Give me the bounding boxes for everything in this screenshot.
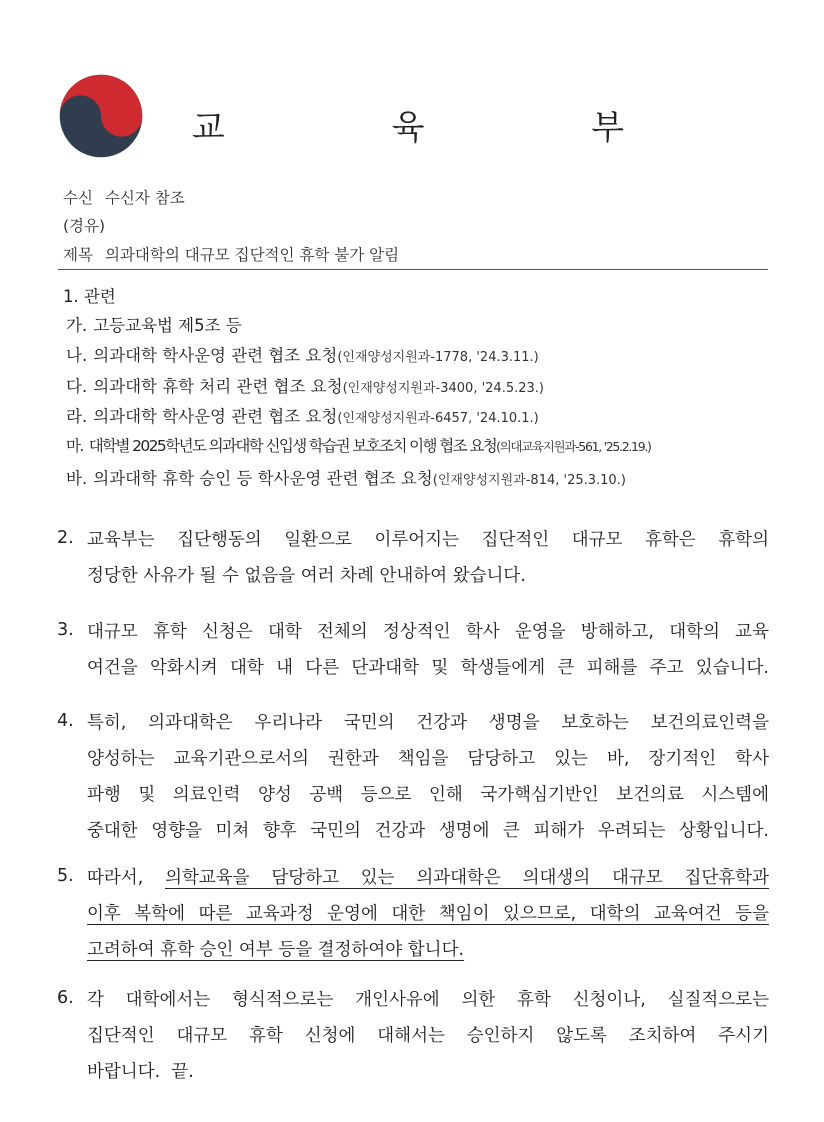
reference-mark: 다.	[66, 377, 88, 396]
reference-text: 의과대학 휴학 승인 등 학사운영 관련 협조 요청	[93, 469, 433, 488]
reference-mark: 가.	[66, 316, 88, 335]
paragraph-line: 특히, 의과대학은 우리나라 국민의 건강과 생명을 보호하는 보건의료인력을	[87, 712, 769, 733]
reference-note: (의대교육지원과-561, '25.2.19.)	[496, 439, 651, 454]
paragraph-line: 각 대학에서는 형식적으로는 개인사유에 의한 휴학 신청이나, 실질적으로는	[87, 989, 769, 1010]
paragraph-line: 교육부는 집단행동의 일환으로 이루어지는 집단적인 대규모 휴학은 휴학의	[87, 529, 769, 550]
paragraph-3	[57, 612, 769, 684]
paragraph-line: 대규모 휴학 신청은 대학 전체의 정상적인 학사 운영을 방해하고, 대학의 교육	[87, 621, 769, 642]
paragraph-line: 집단적인 대규모 휴학 신청에 대해서는 승인하지 않도록 조치하여 주시기	[87, 1025, 769, 1046]
reference-text: 대학별 2025학년도 의과대학 신입생 학습권 보호조치 이행 협조 요청	[88, 437, 497, 455]
reference-mark: 바.	[66, 469, 88, 488]
recipient-row	[63, 186, 185, 208]
paragraph-2	[57, 520, 769, 592]
section-1-title: 1. 관련	[63, 287, 116, 306]
reference-item	[66, 465, 626, 489]
paragraph-5	[57, 858, 769, 966]
paragraph-6	[57, 980, 769, 1088]
paragraph-line: 바랍니다. 끝.	[87, 1061, 194, 1082]
paragraph-line: 중대한 영향을 미쳐 향후 국민의 건강과 생명에 큰 피해가 우려되는 상황입니다.	[87, 820, 769, 841]
reference-item	[66, 403, 539, 427]
underlined-text: 고려하여 휴학 승인 여부 등을 결정하여야 합니다.	[87, 939, 465, 960]
underlined-text: 이후 복학에 따른 교육과정 운영에 대한 책임이 있으므로, 대학의 교육여건 등을	[87, 903, 769, 924]
via-row: (경유)	[63, 217, 106, 235]
paragraph-line	[87, 864, 769, 889]
organization-title: 교 육 부	[191, 108, 703, 148]
reference-text: 의과대학 학사운영 관련 협조 요청	[93, 407, 338, 426]
reference-item	[66, 434, 651, 456]
paragraph-number: 2.	[57, 528, 74, 548]
reference-mark: 나.	[66, 346, 88, 365]
reference-note: (인재양성지원과-3400, '24.5.23.)	[342, 381, 544, 396]
paragraph-lead: 따라서,	[87, 867, 144, 888]
reference-text: 의과대학 학사운영 관련 협조 요청	[93, 346, 338, 365]
reference-mark: 라.	[66, 407, 88, 426]
paragraph-line: 정당한 사유가 될 수 없음을 여러 차례 안내하여 왔습니다.	[87, 565, 526, 586]
reference-note: (인재양성지원과-6457, '24.10.1.)	[337, 411, 539, 426]
recipient-value: 수신자 참조	[104, 189, 185, 207]
header-divider	[58, 269, 768, 270]
paragraph-number: 4.	[57, 711, 74, 731]
underlined-text: 의학교육을 담당하고 있는 의과대학은 의대생의 대규모 집단휴학과	[165, 867, 769, 888]
paragraph-line: 여건을 악화시켜 대학 내 다른 단과대학 및 학생들에게 큰 피해를 주고 있습니다.	[87, 657, 769, 678]
subject-label: 제목	[63, 246, 93, 264]
reference-note: (인재양성지원과-814, '25.3.10.)	[432, 473, 626, 488]
subject-value: 의과대학의 대규모 집단적인 휴학 불가 알림	[104, 246, 400, 264]
reference-item	[66, 373, 544, 397]
paragraph-number: 5.	[57, 866, 74, 886]
reference-note: (인재양성지원과-1778, '24.3.11.)	[337, 350, 539, 365]
paragraph-line: 파행 및 의료인력 양성 공백 등으로 인해 국가핵심기반인 보건의료 시스템에	[87, 784, 769, 805]
paragraph-line: 양성하는 교육기관으로서의 권한과 책임을 담당하고 있는 바, 장기적인 학사	[87, 748, 769, 769]
reference-mark: 마.	[66, 437, 83, 455]
subject-row	[63, 243, 399, 265]
reference-item	[66, 342, 539, 366]
recipient-label: 수신	[63, 189, 93, 207]
reference-item	[66, 312, 242, 336]
paragraph-number: 3.	[57, 620, 74, 640]
reference-text: 고등교육법 제5조 등	[93, 316, 242, 335]
paragraph-4	[57, 703, 769, 847]
paragraph-number: 6.	[57, 988, 74, 1008]
reference-text: 의과대학 휴학 처리 관련 협조 요청	[93, 377, 343, 396]
